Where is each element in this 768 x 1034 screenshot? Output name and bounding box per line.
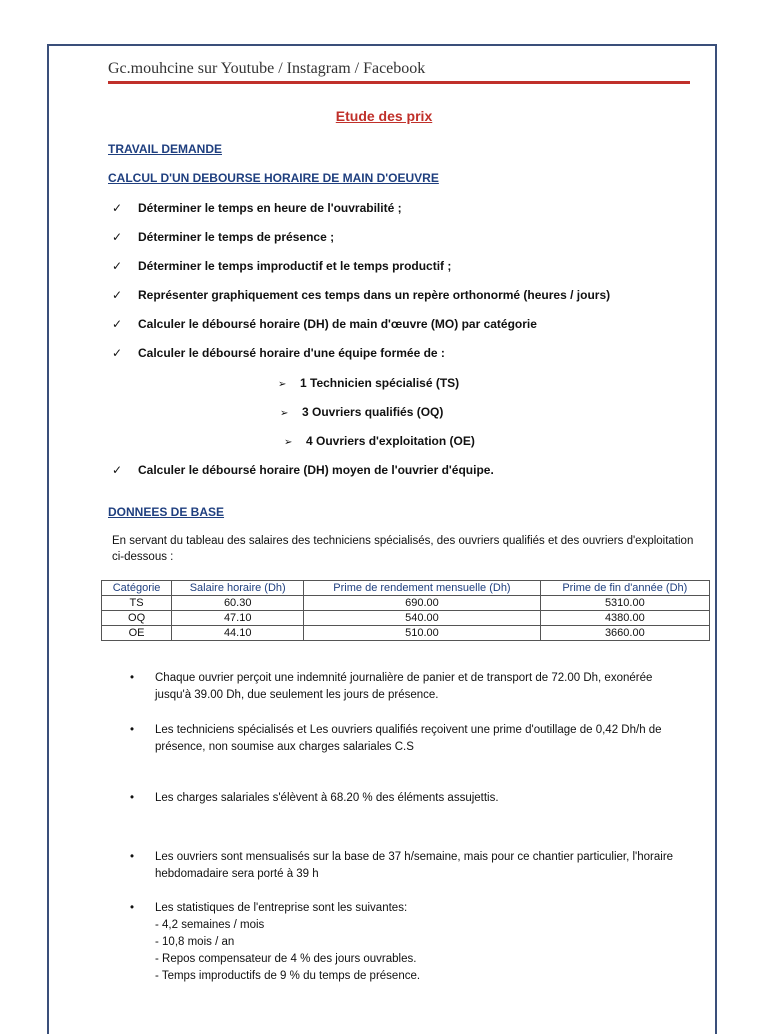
bullet-text: Les charges salariales s'élèvent à 68.20 % des éléments assujettis. [155,792,499,804]
stats-line: - 10,8 mois / an [155,936,235,948]
table-cell: 5310.00 [540,596,709,611]
task-item [112,201,402,215]
bullet-dot-icon: • [130,902,135,914]
bullet-dot-icon: • [130,792,135,804]
task-item [112,317,537,331]
table-row [102,611,710,626]
list-item [130,900,690,985]
salary-table [101,580,710,641]
table-cell: 540.00 [304,611,540,626]
section-calcul-debourse: CALCUL D'UN DEBOURSE HORAIRE DE MAIN D'OEUVRE [108,171,439,185]
checkmark-icon: ✓ [112,288,123,302]
task-item [112,463,494,477]
bullet-dot-icon: • [130,672,135,684]
team-item [278,376,459,390]
task-text: Déterminer le temps en heure de l'ouvrabilité ; [138,201,402,215]
list-item [130,722,690,756]
task-item [112,230,334,244]
team-item [280,405,443,419]
bullet-text: Chaque ouvrier perçoit une indemnité journalière de panier et de transport de 72.00 Dh, exonérée jusqu'à 39.00 Dh, due seulement les jours de présence. [155,672,653,701]
checkmark-icon: ✓ [112,259,123,273]
checkmark-icon: ✓ [112,230,123,244]
bullet-text: Les techniciens spécialisés et Les ouvriers qualifiés reçoivent une prime d'outillage de 0,42 Dh/h de présence, non soumise aux charges salariales C.S [155,724,662,753]
list-item [130,670,690,704]
arrow-bullet-icon: ➢ [280,408,289,419]
document-title: Etude des prix [335,108,433,124]
team-text: 4 Ouvriers d'exploitation (OE) [306,434,475,448]
checkmark-icon: ✓ [112,346,123,360]
stats-line: - Repos compensateur de 4 % des jours ouvrables. [155,953,417,965]
checkmark-icon: ✓ [112,463,123,477]
stats-line: - Temps improductifs de 9 % du temps de présence. [155,970,421,982]
task-text: Représenter graphiquement ces temps dans un repère orthonormé (heures / jours) [138,288,611,302]
section-donnees-de-base: DONNEES DE BASE [108,505,225,519]
table-cell: OQ [102,611,172,626]
arrow-bullet-icon: ➢ [284,437,293,448]
table-row [102,626,710,641]
column-header: Prime de fin d'année (Dh) [540,581,709,596]
table-cell: 690.00 [304,596,540,611]
intro-paragraph: En servant du tableau des salaires des techniciens spécialisés, des ouvriers qualifiés et des ouvriers d'exploitation ci-dessous : [112,535,694,563]
column-header: Catégorie [102,581,172,596]
bullet-text [155,900,690,985]
table-row [102,596,710,611]
column-header: Salaire horaire (Dh) [172,581,304,596]
header-rule [108,81,690,84]
bullet-dot-icon: • [130,724,135,736]
table-cell: 3660.00 [540,626,709,641]
stats-line: - 4,2 semaines / mois [155,919,265,931]
table-header-row [102,581,710,596]
task-item [112,288,610,302]
task-text: Déterminer le temps de présence ; [138,230,335,244]
table-cell: 47.10 [172,611,304,626]
table-cell: OE [102,626,172,641]
stats-intro: Les statistiques de l'entreprise sont les suivantes: [155,902,408,914]
task-text: Déterminer le temps improductif et le temps productif ; [138,259,452,273]
task-text: Calculer le déboursé horaire d'une équipe formée de : [138,346,445,360]
bullet-text: Les ouvriers sont mensualisés sur la base de 37 h/semaine, mais pour ce chantier particulier, l'horaire hebdomadaire sera porté à 39 h [155,851,674,880]
arrow-bullet-icon: ➢ [278,379,287,390]
list-item [130,790,690,807]
task-text: Calculer le déboursé horaire (DH) moyen de l'ouvrier d'équipe. [138,463,494,477]
bullet-dot-icon: • [130,851,135,863]
section-travail-demande: TRAVAIL DEMANDE [108,142,222,156]
checkmark-icon: ✓ [112,317,123,331]
checkmark-icon: ✓ [112,201,123,215]
table-cell: 60.30 [172,596,304,611]
table-cell: TS [102,596,172,611]
task-item [112,259,451,273]
task-item [112,346,445,360]
table-cell: 44.10 [172,626,304,641]
column-header: Prime de rendement mensuelle (Dh) [304,581,540,596]
table-cell: 510.00 [304,626,540,641]
page-header: Gc.mouhcine sur Youtube / Instagram / Facebook [108,60,426,77]
team-item [284,434,475,448]
team-text: 3 Ouvriers qualifiés (OQ) [302,405,444,419]
list-item [130,849,690,883]
team-text: 1 Technicien spécialisé (TS) [300,376,460,390]
table-cell: 4380.00 [540,611,709,626]
task-text: Calculer le déboursé horaire (DH) de main d'œuvre (MO) par catégorie [138,317,537,331]
